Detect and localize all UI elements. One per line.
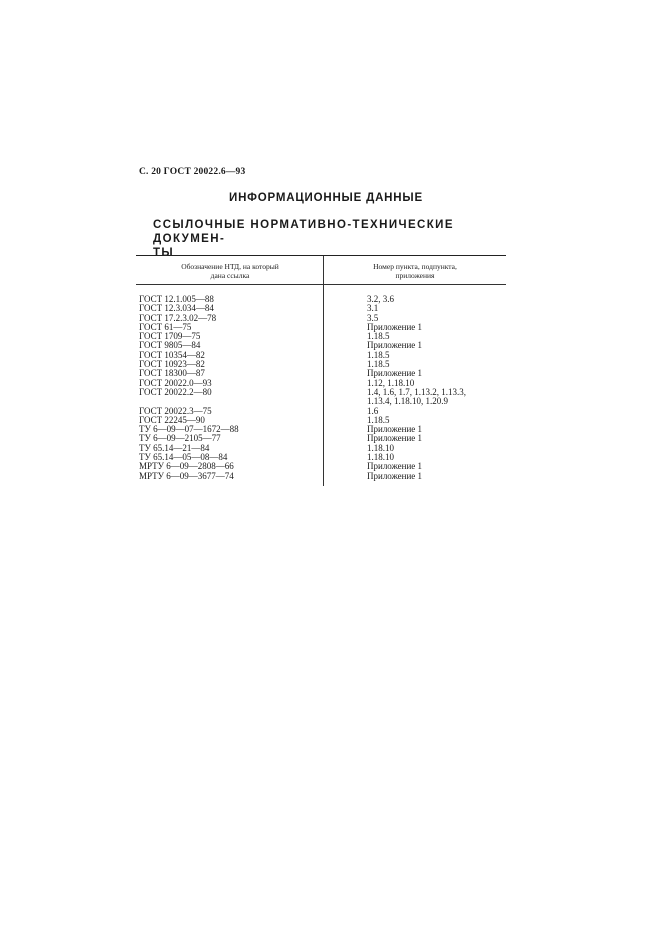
ntd-designation: ГОСТ 18300—87	[139, 368, 205, 379]
table-body	[0, 295, 661, 481]
table-row	[0, 314, 661, 323]
reference-text: 3.5	[367, 312, 379, 323]
ntd-designation: ТУ 65.14—05—08—84	[139, 452, 228, 463]
ntd-designation: ГОСТ 20022.3—75	[139, 405, 212, 416]
table-row	[0, 369, 661, 378]
table-row	[0, 304, 661, 313]
reference-text: 1.18.5	[367, 349, 390, 360]
reference-text: 1.18.5	[367, 331, 390, 342]
ntd-designation: ГОСТ 22245—90	[139, 414, 205, 425]
ntd-designation: ТУ 65.14—21—84	[139, 442, 210, 453]
reference-text: 3.1	[367, 303, 379, 314]
reference-text: 1.4, 1.6, 1.7, 1.13.2, 1.13.3,	[367, 386, 466, 397]
ntd-designation: ГОСТ 20022.2—80	[139, 386, 212, 397]
ntd-designation: ГОСТ 1709—75	[139, 331, 201, 342]
reference-cell	[367, 472, 422, 481]
table-row	[0, 388, 661, 407]
ntd-designation: МРТУ 6—09—3677—74	[139, 470, 234, 481]
section-title: ИНФОРМАЦИОННЫЕ ДАННЫЕ	[229, 192, 423, 204]
table-top-rule	[136, 255, 506, 256]
ntd-designation: ГОСТ 17.2.3.02—78	[139, 312, 217, 323]
table-row	[0, 444, 661, 453]
ntd-designation: ГОСТ 20022.0—93	[139, 377, 212, 388]
reference-text: 1.12, 1.18.10	[367, 377, 415, 388]
ntd-designation: ГОСТ 12.1.005—88	[139, 294, 214, 304]
subtitle-line-1: ССЫЛОЧНЫЕ НОРМАТИВНО-ТЕХНИЧЕСКИЕ ДОКУМЕН-	[153, 219, 454, 245]
reference-text: 1.18.5	[367, 414, 390, 425]
reference-text-continued: 1.13.4, 1.18.10, 1.20.9	[367, 396, 448, 407]
reference-text: 3.2, 3.6	[367, 294, 394, 304]
page-header: С. 20 ГОСТ 20022.6—93	[139, 167, 246, 177]
table-row	[0, 434, 661, 443]
reference-text: Приложение 1	[367, 368, 423, 379]
table-row	[0, 425, 661, 434]
column-header-ntd-line-1: Обозначение НТД, на который	[181, 262, 279, 271]
ntd-designation: ГОСТ 10354—82	[139, 349, 205, 360]
ntd-designation: МРТУ 6—09—2808—66	[139, 461, 234, 472]
reference-text: 1.18.10	[367, 442, 394, 453]
reference-text: Приложение 1	[367, 424, 423, 435]
column-header-reference	[330, 262, 500, 280]
reference-text: Приложение 1	[367, 433, 423, 444]
table-row	[0, 332, 661, 341]
reference-cell	[367, 388, 507, 407]
column-header-ntd-line-2: дана ссылка	[210, 271, 250, 280]
subtitle-line-2: ТЫ	[153, 247, 175, 259]
section-subtitle	[153, 218, 513, 260]
table-row	[0, 351, 661, 360]
table-row	[0, 462, 661, 471]
ntd-designation: ТУ 6—09—2105—77	[139, 433, 221, 444]
ntd-designation: ТУ 6—09—07—1672—88	[139, 424, 239, 435]
table-row	[0, 453, 661, 462]
table-row	[0, 323, 661, 332]
reference-text: 1.18.10	[367, 452, 394, 463]
ntd-designation: ГОСТ 9805—84	[139, 340, 201, 351]
table-row	[0, 472, 661, 481]
ntd-designation: ГОСТ 61—75	[139, 321, 192, 332]
column-header-reference-line-2: приложения	[395, 271, 435, 280]
table-header-rule	[136, 284, 506, 285]
reference-text: 1.18.5	[367, 359, 390, 370]
table-row	[0, 407, 661, 416]
table-row	[0, 416, 661, 425]
table-row	[0, 360, 661, 369]
reference-text: Приложение 1	[367, 470, 423, 481]
reference-text: Приложение 1	[367, 321, 423, 332]
table-row	[0, 379, 661, 388]
reference-text: 1.6	[367, 405, 379, 416]
ntd-designation: ГОСТ 10923—82	[139, 359, 205, 370]
ntd-designation: ГОСТ 12.3.034—84	[139, 303, 214, 314]
column-header-ntd	[150, 262, 310, 280]
column-header-reference-line-1: Номер пункта, подпункта,	[373, 262, 457, 271]
reference-text: Приложение 1	[367, 340, 423, 351]
reference-text: Приложение 1	[367, 461, 423, 472]
table-row	[0, 295, 661, 304]
table-row	[0, 341, 661, 350]
